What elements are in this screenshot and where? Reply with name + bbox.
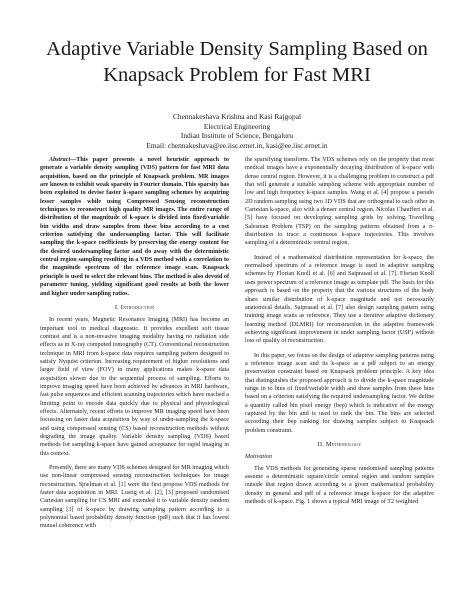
author-department: Electrical Engineering <box>203 121 271 131</box>
author-block <box>40 112 434 150</box>
section-heading-methodology: II. Methodology <box>317 441 362 448</box>
method-paragraph-1: The VDS methods for generating sparse randomised sampling patterns assume a deterministic square/circle central region and random samples outside that region drawn according to a given mathematical probability density in general and pdf of a reference image k-space for the adaptive methods of k-space. Fig. 1 shows a typical MRI image of T2 weighted <box>245 465 434 506</box>
abstract-text: —This paper presents a novel heuristic approach to generate a variable density sampling (VDS) pattern for fast MRI data acquisition, based on the principle of Knapsack problem. MR images are known to exhibit weak sparsity in Fourier domain. This sparsity has been exploited to devise faster k-space sampling schemes by acquiring lesser samples while using Compressed Sensing reconstruction techniques to reconstruct high quality MR images. The entire range of distribution of the magnitude of k-space is divided into fixed/variable bin widths and draw samples from these bins according to a cost criterion satisfying the undersampling factor. This will facilitate sampling the k-space coefficients by preserving the energy content for the desired undersampling factor and do away with the deterministic central region sampling resulting in a VDS method with a correlation to the magnitude spectrum of the reference image scan. Knapsack principle is used to select the relevant bins. The method is also devoid of parameter tuning, yielding significant good results at both the lower and higher under sampling ratios. <box>40 157 229 297</box>
right-paragraph-1: the sparsifying transform. The VDS schemes rely on the property that most medical images have a exponentially decaying distribution of k-space with dense central region. However, it is a challenging problem to construct a pdf that will generate a suitable sampling scheme with appropriate number of low and high frequency k-space samples. Wang et al. [4] propose a pseudo 2D random sampling using two 1D VDS that are orthogonal to each other in Cartesian k-space, also with a denser central region. Nicolas Chauffert et al. [5] have focused on developing sampling grids by solving Travelling Salesman Problem (TSP) on the sampling patterns obtained from a π-distribution to trace a continuous k-space trajectories. This involves sampling of a deterministic central region. <box>245 157 434 247</box>
right-paragraph-3: In this paper, we focus on the design of adaptive sampling patterns using a reference image scan and its k-space as a pdf subject to an energy preservation constraint based on Knapsack problem principle. A key idea that distinguishes the proposed approach is to divide the k-space magnitude range in to bins of fixed/variable width and draw samples from these bins based on a criterion satisfying the required undersampling factor. We define a quantity called bin pixel energy (bep) which is indicative of the energy captured by the bin and is used to rank the bin. The bins are selected according their bep ranking for drawing samples subject to Knapsack problem constraint. <box>245 352 434 434</box>
author-email: Email: chennakeshava@ee.iisc.ernet.in, kasi@ee.iisc.ernet.in <box>146 140 328 150</box>
intro-paragraph-1: In recent years, Magnetic Resonance Imaging (MRI) has become an important tool in medical diagnostic. It provides excellent soft tissue contrast and is a non-invasive imaging modality having no radiation side effects as in X-ray computed tomography (CT). Conventional reconstruction technique in MRI from k-space data requires sampling pattern designed to satisfy Nyquist criterion. Increasing requirement of higher resolutions and larger field of view (FOV) in many applications makes k-space data acquisition slower due to the sequential process of sampling. Efforts to improve imaging speed have been achieved by advances in MRI hardware, fast pulse sequences and efficient scanning trajectories which have reached a limiting point to encode data quickly due to physical and physiological effects. Alternately, recent efforts to improve MR imaging speed have been focussing on faster data acquisition by way of under-sampling the k-space and using compressed sensing (CS) based reconstruction methods without degrading the image quality. Variable density sampling (VDS) based methods for sampling k-space have gained acceptance for rapid imaging in this context. <box>40 317 229 457</box>
section-heading-introduction: I. Introduction <box>114 303 155 311</box>
author-institute: Indian Institute of Science, Bengaluru <box>180 131 294 141</box>
right-column <box>245 156 434 506</box>
right-paragraph-2: Instead of a mathematical distribution representation for k-space, the normalised spectrum of a reference image is used in adaptive sampling schemes by Florian Knoll et al. [6] and Saiprasad et al. [7]. Florian Knoll uses power spectrum of a reference image as template pdf. The basis for this approach is based on the property that the various structures of the body share similar distribution of k-space magnitude and not necessarily anatomical details. Saiprasad et al. [7] also design sampling pattern using training image scans as reference. They use a iterative adaptive dictionary learning method (DLMRI) for reconstruction in the adaptive framework achieving significant improvement in under sampling factor (USF) without loss of quality of reconstruction. <box>245 254 434 345</box>
abstract-label: Abstract <box>49 157 71 163</box>
left-column <box>40 156 229 531</box>
abstract <box>40 156 229 298</box>
subsection-heading-motivation: Motivation <box>245 454 272 461</box>
paper-title: Adaptive Variable Density Sampling Based on Knapsack Problem for Fast MRI <box>46 38 428 86</box>
intro-paragraph-2: Presently, there are many VDS schemes designed for MR imaging which use non-linear compressed sensing reconstruction techniques for image reconstruction. Spielman et al. [1] were the first propose VDS methods for faster data acquisition in MRI. Lustig et al. [2], [3] proposed randomised Cartesian sampling for CS MRI and extended it to variable density random sampling [3] of k-space by drawing sampling pattern according to a polynomial based probability density function (pdf) such that it has lowest mutual coherence with <box>40 465 229 530</box>
author-names: Chennakeshava Krishna and Kasi Rajgopal <box>172 112 302 121</box>
